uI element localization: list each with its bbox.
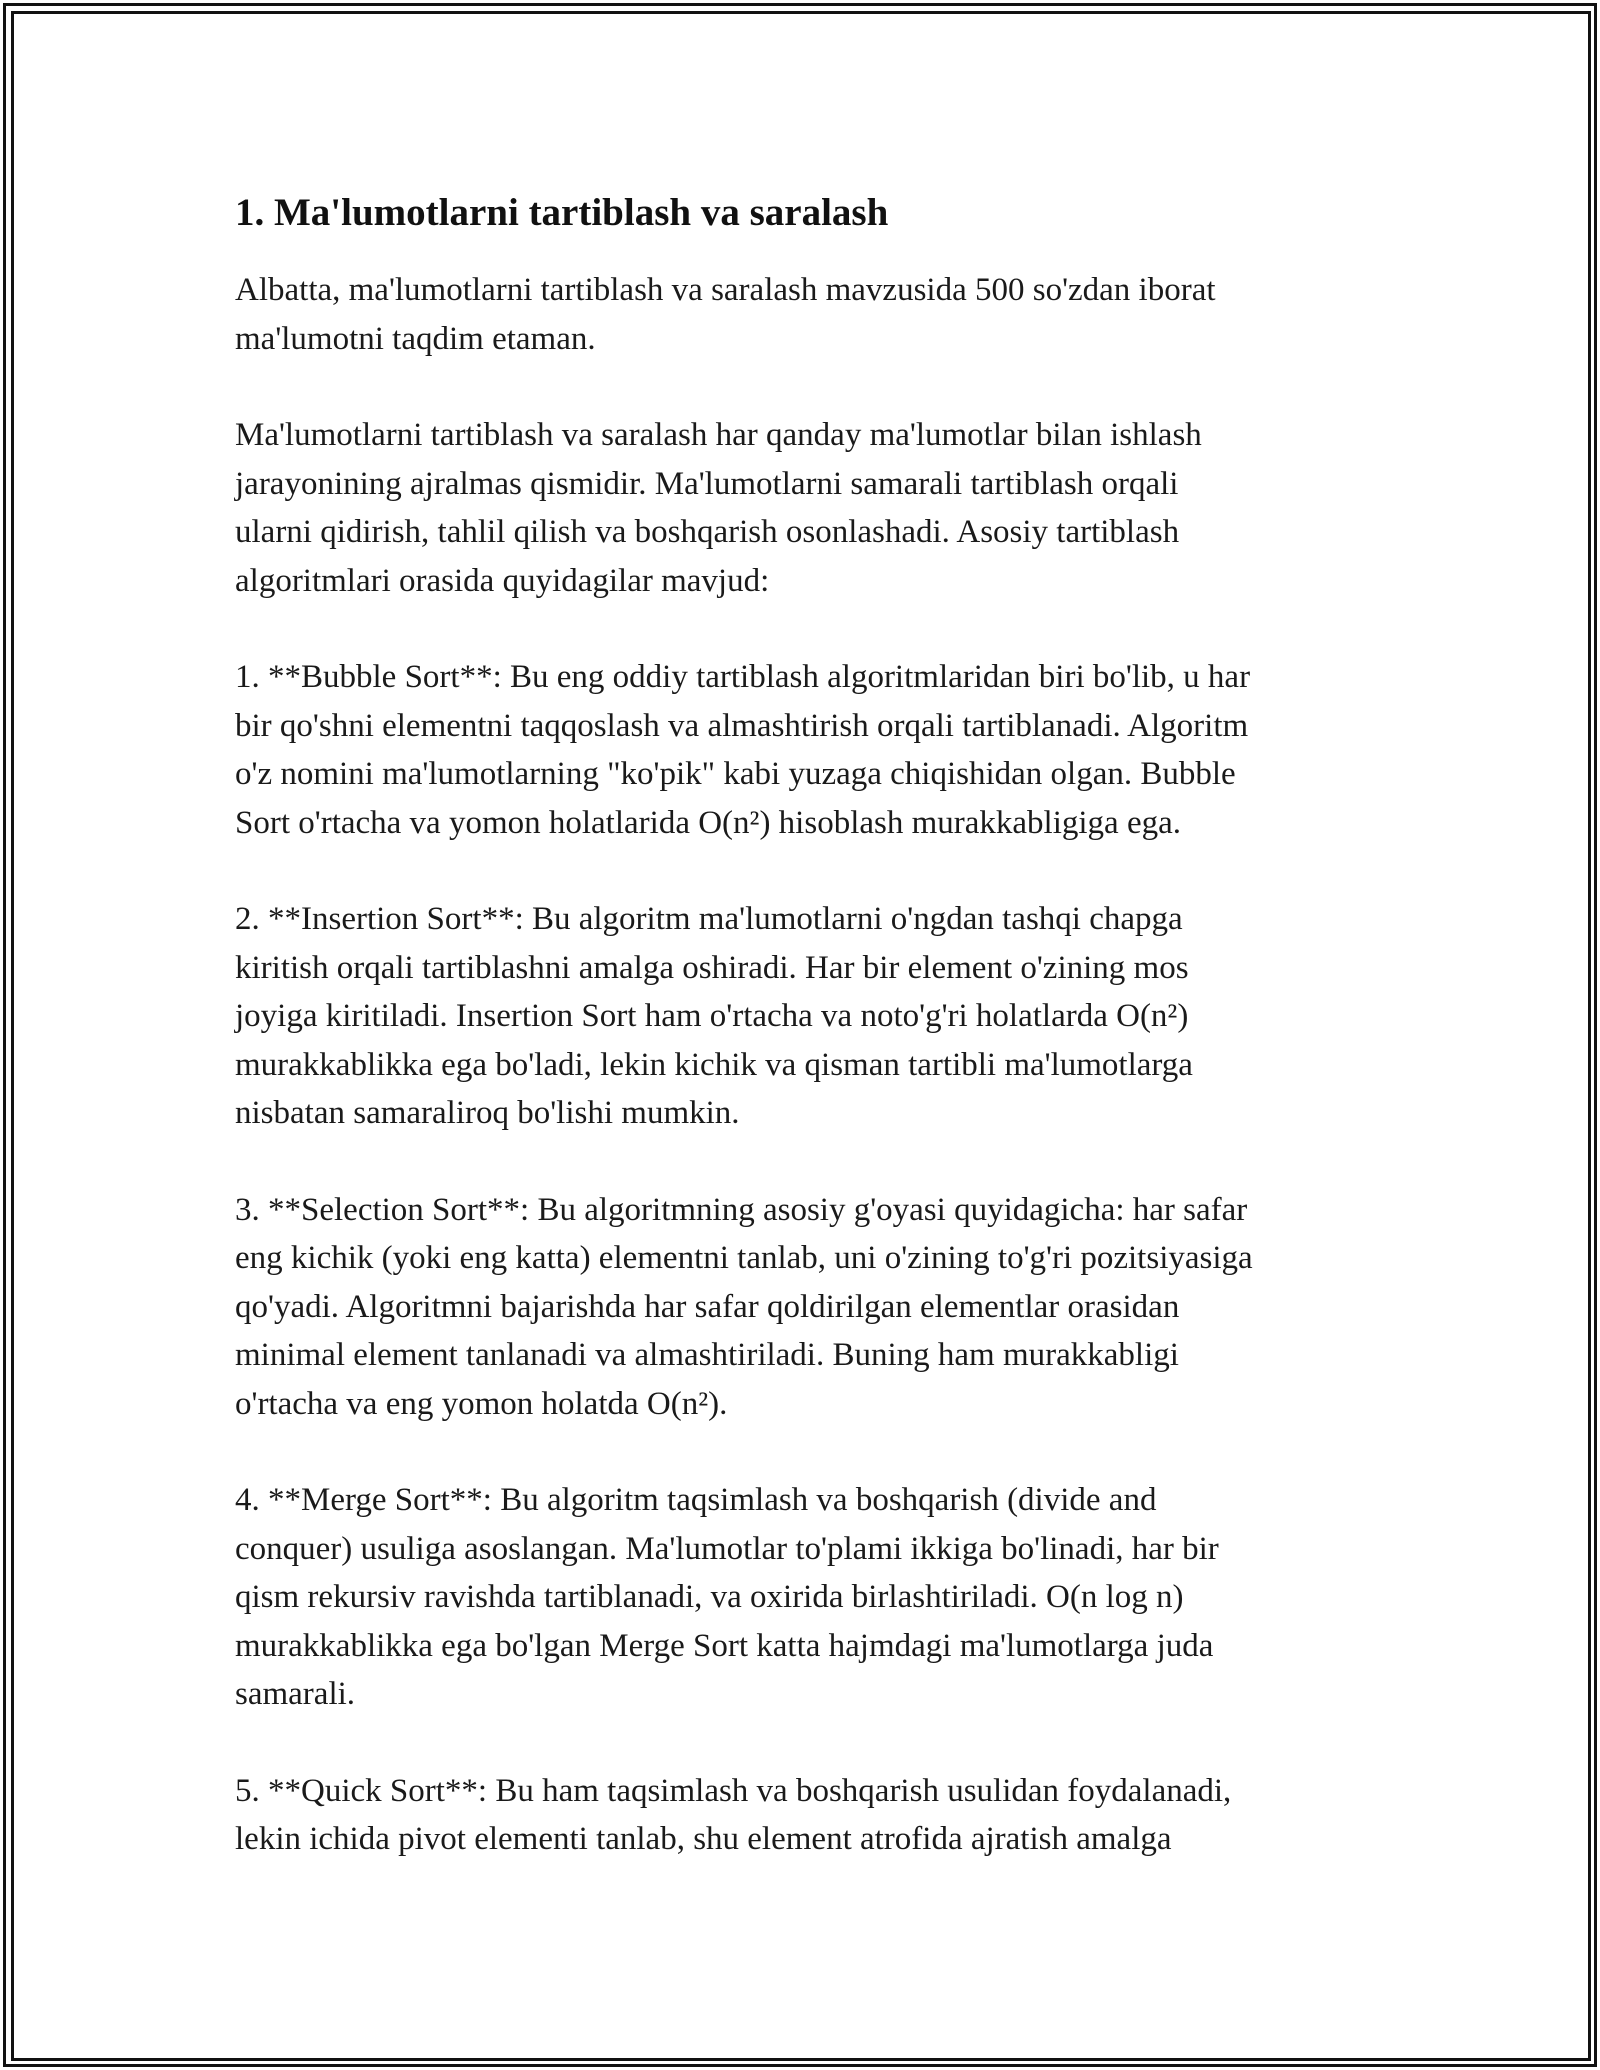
paragraph-quick-sort: 5. **Quick Sort**: Bu ham taqsimlash va boshqarish usulidan foydalanadi, lekin ichida pivot elementi tanlab, shu element atrofida ajratish amalga bbox=[235, 1772, 1232, 1857]
paragraph-insertion-sort: 2. **Insertion Sort**: Bu algoritm ma'lumotlarni o'ngdan tashqi chapga kiritish orqali tartiblashni amalga oshiradi. Har bir element o'zining mos joyiga kiritiladi. Insertion Sort ham o'rtacha va noto'g'ri holatlarda O(n²) murakkablikka ega bo'ladi, lekin kichik va qisman tartibli ma'lumotlarga nisbatan samaraliroq bo'lishi mumkin. bbox=[235, 901, 1193, 1131]
paragraph-overview: Ma'lumotlarni tartiblash va saralash har qanday ma'lumotlar bilan ishlash jarayonining ajralmas qismidir. Ma'lumotlarni samarali tartiblash orqali ularni qidirish, tahlil qilish va boshqarish osonlashadi. Asosiy tartiblash algoritmlari orasida quyidagilar mavjud: bbox=[235, 417, 1202, 599]
document-body bbox=[235, 186, 1375, 1912]
paragraph-merge-sort: 4. **Merge Sort**: Bu algoritm taqsimlash va boshqarish (divide and conquer) usuliga asoslangan. Ma'lumotlar to'plami ikkiga bo'linadi, har bir qism rekursiv ravishda tartiblanadi, va oxirida birlashtiriladi. O(n log n) murakkablikka ega bo'lgan Merge Sort katta hajmdagi ma'lumotlarga juda samarali. bbox=[235, 1482, 1219, 1712]
paragraph-bubble-sort: 1. **Bubble Sort**: Bu eng oddiy tartiblash algoritmlaridan biri bo'lib, u har bir qo'shni elementni taqqoslash va almashtirish orqali tartiblanadi. Algoritm o'z nomini ma'lumotlarning "ko'pik" kabi yuzaga chiqishidan olgan. Bubble Sort o'rtacha va yomon holatlarida O(n²) hisoblash murakkabligiga ega. bbox=[235, 659, 1251, 841]
document-heading: 1. Ma'lumotlarni tartiblash va saralash bbox=[235, 191, 889, 234]
paragraph-selection-sort: 3. **Selection Sort**: Bu algoritmning asosiy g'oyasi quyidagicha: har safar eng kichik (yoki eng katta) elementni tanlab, uni o'zining to'g'ri pozitsiyasiga qo'yadi. Algoritmni bajarishda har safar qoldirilgan elementlar orasidan minimal element tanlanadi va almashtiriladi. Buning ham murakkabligi o'rtacha va eng yomon holatda O(n²). bbox=[235, 1191, 1253, 1422]
paragraph-intro: Albatta, ma'lumotlarni tartiblash va saralash mavzusida 500 so'zdan iborat ma'lumotni taqdim etaman. bbox=[235, 272, 1216, 357]
